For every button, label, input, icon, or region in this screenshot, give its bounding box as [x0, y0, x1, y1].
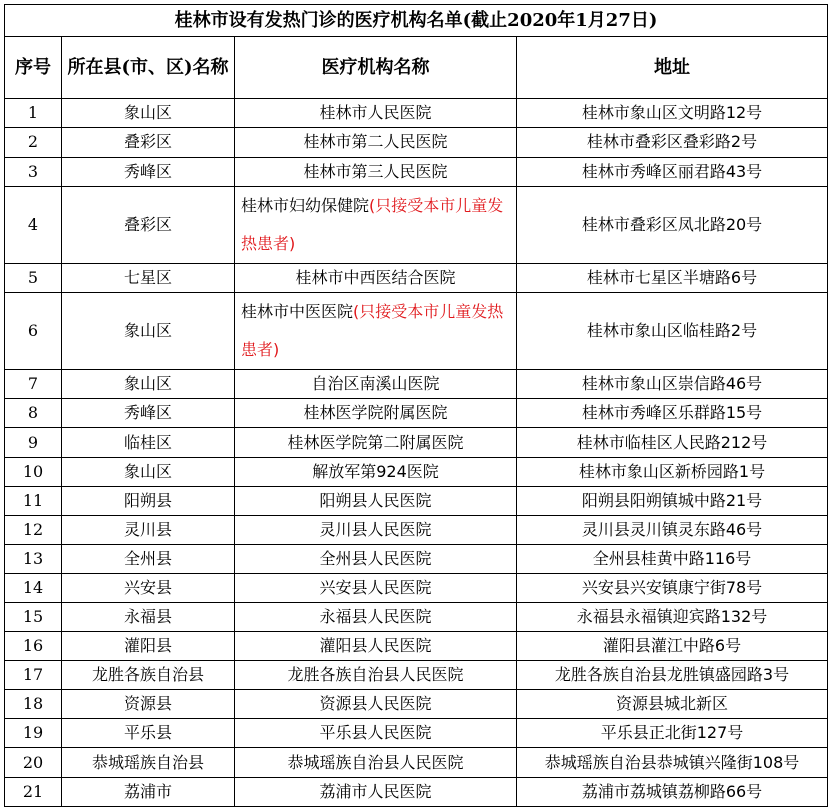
cell-facility-name	[235, 99, 517, 128]
title-row	[5, 5, 828, 37]
facility-name: 桂林市第二人民医院	[303, 132, 448, 152]
cell-address: 桂林市叠彩区叠彩路2号	[517, 128, 828, 157]
cell-facility-name	[235, 690, 517, 719]
cell-facility-name	[235, 777, 517, 806]
cell-no: 6	[5, 292, 62, 369]
header-address: 地址	[517, 37, 828, 99]
cell-district: 象山区	[62, 457, 235, 486]
table-row	[5, 777, 828, 806]
cell-address: 桂林市象山区临桂路2号	[517, 292, 828, 369]
cell-district: 临桂区	[62, 428, 235, 457]
cell-facility-name	[235, 632, 517, 661]
cell-no: 21	[5, 777, 62, 806]
cell-district: 阳朔县	[62, 486, 235, 515]
cell-address: 桂林市象山区新桥园路1号	[517, 457, 828, 486]
cell-district: 象山区	[62, 99, 235, 128]
table-row	[5, 719, 828, 748]
facility-name: 自治区南溪山医院	[311, 374, 440, 394]
facility-name: 桂林市中医医院	[241, 302, 354, 322]
table-row	[5, 486, 828, 515]
facility-name: 兴安县人民医院	[319, 577, 432, 597]
cell-address: 桂林市七星区半塘路6号	[517, 263, 828, 292]
cell-facility-name	[235, 399, 517, 428]
cell-no: 5	[5, 263, 62, 292]
cell-facility-name	[235, 457, 517, 486]
cell-address: 桂林市临桂区人民路212号	[517, 428, 828, 457]
facility-note: (只接受本市儿童发热患者)	[241, 302, 504, 360]
cell-no: 12	[5, 515, 62, 544]
cell-district: 灵川县	[62, 515, 235, 544]
cell-district: 平乐县	[62, 719, 235, 748]
cell-no: 1	[5, 99, 62, 128]
cell-no: 16	[5, 632, 62, 661]
table-row	[5, 263, 828, 292]
table-row	[5, 399, 828, 428]
table-row	[5, 515, 828, 544]
cell-district: 全州县	[62, 544, 235, 573]
cell-address: 阳朔县阳朔镇城中路21号	[517, 486, 828, 515]
cell-district: 兴安县	[62, 573, 235, 602]
table-row	[5, 292, 828, 369]
table-row	[5, 690, 828, 719]
cell-address: 全州县桂黄中路116号	[517, 544, 828, 573]
cell-facility-name	[235, 157, 517, 186]
cell-address: 灌阳县灌江中路6号	[517, 632, 828, 661]
cell-facility-name	[235, 292, 517, 369]
facility-name: 荔浦市人民医院	[319, 781, 432, 801]
cell-district: 秀峰区	[62, 399, 235, 428]
cell-address: 永福县永福镇迎宾路132号	[517, 603, 828, 632]
cell-facility-name	[235, 186, 517, 263]
facility-name: 恭城瑶族自治县人民医院	[287, 752, 464, 772]
table-row	[5, 632, 828, 661]
facility-name: 灌阳县人民医院	[319, 636, 432, 656]
cell-facility-name	[235, 603, 517, 632]
cell-facility-name	[235, 515, 517, 544]
cell-no: 2	[5, 128, 62, 157]
cell-district: 秀峰区	[62, 157, 235, 186]
cell-district: 永福县	[62, 603, 235, 632]
cell-no: 18	[5, 690, 62, 719]
facility-note: (只接受本市儿童发热患者)	[241, 195, 504, 253]
cell-district: 叠彩区	[62, 186, 235, 263]
cell-address: 桂林市叠彩区凤北路20号	[517, 186, 828, 263]
cell-address: 资源县城北新区	[517, 690, 828, 719]
cell-no: 14	[5, 573, 62, 602]
header-name: 医疗机构名称	[235, 37, 517, 99]
cell-district: 象山区	[62, 292, 235, 369]
cell-no: 4	[5, 186, 62, 263]
cell-address: 桂林市秀峰区丽君路43号	[517, 157, 828, 186]
table-title: 桂林市设有发热门诊的医疗机构名单(截止2020年1月27日)	[5, 5, 828, 37]
table-row	[5, 661, 828, 690]
cell-district: 龙胜各族自治县	[62, 661, 235, 690]
cell-facility-name	[235, 719, 517, 748]
cell-no: 3	[5, 157, 62, 186]
header-no: 序号	[5, 37, 62, 99]
cell-facility-name	[235, 544, 517, 573]
cell-district: 恭城瑶族自治县	[62, 748, 235, 777]
cell-no: 17	[5, 661, 62, 690]
cell-no: 19	[5, 719, 62, 748]
cell-address: 平乐县正北街127号	[517, 719, 828, 748]
table-row	[5, 128, 828, 157]
cell-facility-name	[235, 263, 517, 292]
facility-name: 阳朔县人民医院	[319, 490, 432, 510]
cell-district: 灌阳县	[62, 632, 235, 661]
facility-name: 桂林市第三人民医院	[303, 161, 448, 181]
cell-address: 恭城瑶族自治县恭城镇兴隆街108号	[517, 748, 828, 777]
cell-facility-name	[235, 428, 517, 457]
cell-no: 7	[5, 370, 62, 399]
cell-district: 七星区	[62, 263, 235, 292]
facility-name: 桂林市妇幼保健院	[241, 195, 370, 215]
cell-address: 桂林市象山区崇信路46号	[517, 370, 828, 399]
table-row	[5, 457, 828, 486]
cell-facility-name	[235, 370, 517, 399]
table-row	[5, 603, 828, 632]
table-row	[5, 748, 828, 777]
cell-no: 10	[5, 457, 62, 486]
cell-address: 桂林市象山区文明路12号	[517, 99, 828, 128]
cell-no: 8	[5, 399, 62, 428]
facility-name: 桂林医学院附属医院	[303, 403, 448, 423]
table-row	[5, 186, 828, 263]
facility-name: 桂林市中西医结合医院	[295, 267, 456, 287]
cell-facility-name	[235, 661, 517, 690]
cell-facility-name	[235, 486, 517, 515]
cell-address: 龙胜各族自治县龙胜镇盛园路3号	[517, 661, 828, 690]
facility-name: 解放军第924医院	[312, 461, 439, 481]
facility-name: 资源县人民医院	[319, 694, 432, 714]
cell-facility-name	[235, 128, 517, 157]
facility-name: 桂林医学院第二附属医院	[287, 432, 464, 452]
table-row	[5, 370, 828, 399]
table-row	[5, 428, 828, 457]
cell-district: 资源县	[62, 690, 235, 719]
cell-address: 桂林市秀峰区乐群路15号	[517, 399, 828, 428]
cell-no: 9	[5, 428, 62, 457]
table-row	[5, 157, 828, 186]
cell-district: 叠彩区	[62, 128, 235, 157]
table-row	[5, 544, 828, 573]
cell-address: 荔浦市荔城镇荔柳路66号	[517, 777, 828, 806]
facility-name: 永福县人民医院	[319, 607, 432, 627]
cell-district: 荔浦市	[62, 777, 235, 806]
cell-address: 兴安县兴安镇康宁街78号	[517, 573, 828, 602]
cell-address: 灵川县灵川镇灵东路46号	[517, 515, 828, 544]
table-row	[5, 99, 828, 128]
cell-district: 象山区	[62, 370, 235, 399]
facility-name: 龙胜各族自治县人民医院	[287, 665, 464, 685]
cell-no: 13	[5, 544, 62, 573]
facility-table	[4, 4, 828, 807]
cell-no: 15	[5, 603, 62, 632]
cell-no: 11	[5, 486, 62, 515]
table-row	[5, 573, 828, 602]
facility-name: 桂林市人民医院	[319, 103, 432, 123]
facility-name: 灵川县人民医院	[319, 519, 432, 539]
cell-facility-name	[235, 573, 517, 602]
header-row	[5, 37, 828, 99]
cell-facility-name	[235, 748, 517, 777]
cell-no: 20	[5, 748, 62, 777]
facility-name: 平乐县人民医院	[319, 723, 432, 743]
header-district: 所在县(市、区)名称	[62, 37, 235, 99]
facility-name: 全州县人民医院	[319, 548, 432, 568]
